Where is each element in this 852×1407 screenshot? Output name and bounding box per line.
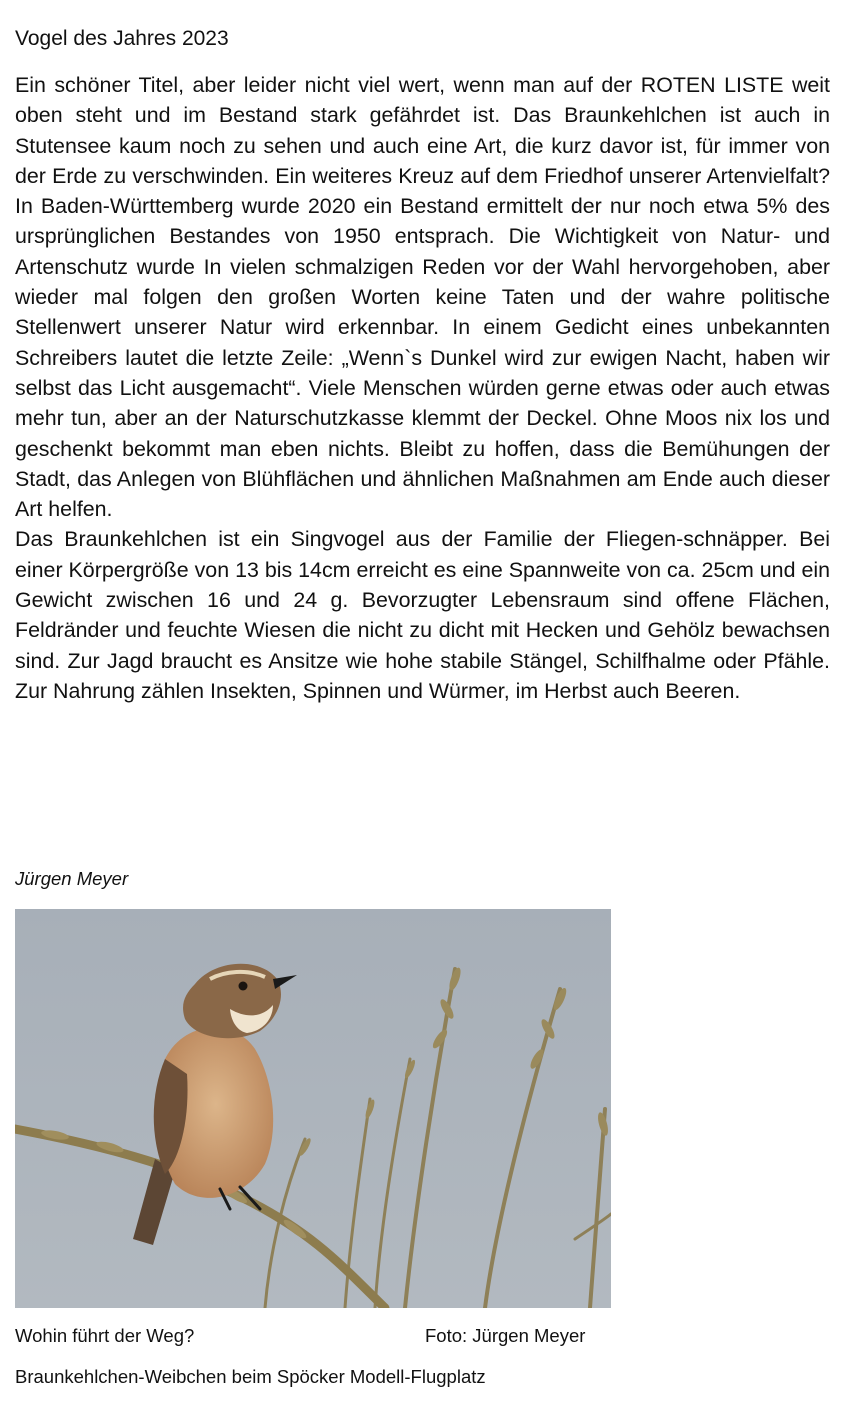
author-name: Jürgen Meyer [15, 868, 129, 889]
bird-eye [239, 982, 248, 991]
paragraph-description: Das Braunkehlchen ist ein Singvogel aus der Familie der Fliegen-schnäpper. Bei einer Körpergröße von 13 bis 14cm erreicht es eine Spannweite von ca. 25cm und ein Gewicht zwischen 16 und 24 g. Bevorzugter Lebensraum sind offene Flächen, Feldränder und feuchte Wiesen die nicht zu dicht mit Hecken und Gehölz bewachsen sind. Zur Jagd braucht es Ansitze wie hohe stabile Stängel, Schilfhalme oder Pfähle. Zur Nahrung zählen Insekten, Spinnen und Würmer, im Herbst auch Beeren. [15, 527, 830, 703]
photo-caption-description: Braunkehlchen-Weibchen beim Spöcker Modell-Flugplatz [15, 1366, 486, 1387]
photo-caption-title: Wohin führt der Weg? [15, 1325, 195, 1346]
photo-credit: Foto: Jürgen Meyer [425, 1325, 586, 1346]
bird-photo [15, 909, 611, 1308]
article-title: Vogel des Jahres 2023 [15, 27, 229, 50]
paragraph-intro: Ein schöner Titel, aber leider nicht viel wert, wenn man auf der ROTEN LISTE weit oben steht und im Bestand stark gefährdet ist. Das Braunkehlchen ist auch in Stutensee kaum noch zu sehen und auch eine Art, die kurz davor ist, für immer von der Erde zu verschwinden. Ein weiteres Kreuz auf dem Friedhof unserer Artenvielfalt? In Baden-Württemberg wurde 2020 ein Bestand ermittelt der nur noch etwa 5% des ursprünglichen Bestandes von 1950 entsprach. Die Wichtigkeit von Natur- und Artenschutz wurde In vielen schmalzigen Reden vor der Wahl hervorgehoben, aber wieder mal folgen den großen Worten keine Taten und der wahre politische Stellenwert unserer Natur wird erkennbar. In einem Gedicht eines unbekannten Schreibers lautet die letzte Zeile: „Wenn`s Dunkel wird zur ewigen Nacht, haben wir selbst das Licht ausgemacht“. Viele Menschen würden gerne etwas oder auch etwas mehr tun, aber an der Naturschutzkasse klemmt der Deckel. Ohne Moos nix los und geschenkt bekommt man eben nichts. Bleibt zu hoffen, dass die Bemühungen der Stadt, das Anlegen von Blühflächen und ähnlichen Maßnahmen am Ende auch dieser Art helfen. [15, 73, 830, 522]
article-body [15, 70, 830, 706]
sky-background [15, 909, 611, 1308]
